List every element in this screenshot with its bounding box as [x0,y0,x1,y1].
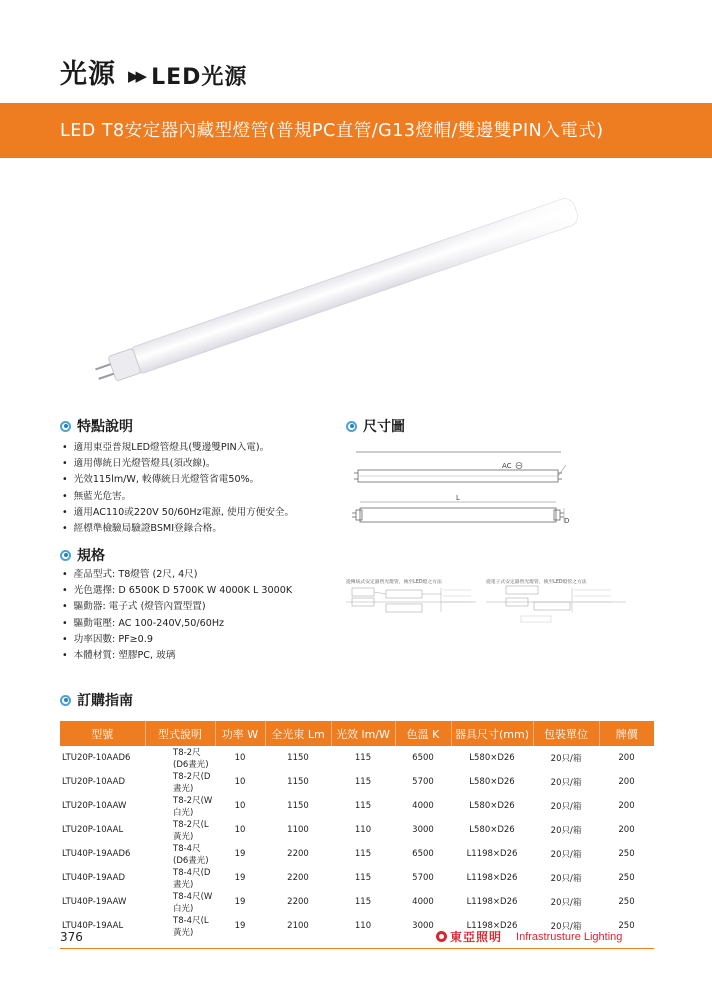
table-cell: T8-2尺(D6晝光) [173,748,209,770]
table-row [60,794,654,818]
table-row [60,770,654,794]
table-cell: 200 [618,825,635,835]
table-cell: 115 [354,897,372,907]
wiring-left-title: 從傳統式安定器替光燈管，換至LED燈之方法 [346,580,442,585]
table-cell: 2200 [287,897,309,907]
table-cell: T8-4尺(D晝光) [173,868,211,890]
features-list [62,440,294,537]
table-cell: LTU40P-19AAD [62,873,126,883]
table-cell: 10 [234,801,246,811]
spec-item: • 功率因數: PF≥0.9 [62,632,292,648]
features-heading [60,416,133,436]
table-cell: LTU40P-19AAL [62,921,124,931]
brand-name-cn: 東亞照明 [450,930,503,944]
specs-list [62,567,292,664]
dimensions-heading [346,416,405,436]
table-cell: L1198×D26 [466,921,518,931]
section-bullet-icon [60,421,71,432]
table-cell: L580×D26 [469,777,515,787]
column-header: 型號 [60,721,145,746]
table-cell: 19 [234,897,246,907]
table-cell: 20只/箱 [550,898,582,908]
table-cell: L580×D26 [469,801,515,811]
table-cell: 2200 [287,849,309,859]
order-heading [60,690,133,710]
table-cell: 115 [354,753,372,763]
table-cell: T8-2尺(D晝光) [173,772,211,794]
table-cell: T8-2尺(W白光) [173,796,213,818]
wiring-right-title: 從電子式安定器替光燈管，換至LED燈管之方法 [486,580,587,585]
table-cell: L1198×D26 [466,873,518,883]
column-header: 型式說明 [145,721,215,746]
table-cell: L1198×D26 [466,849,518,859]
table-cell: 1150 [287,801,309,811]
table-cell: L580×D26 [469,753,515,763]
table-cell: 5700 [412,873,434,883]
table-cell: T8-2尺(L黃光) [173,820,209,842]
section-bullet-icon [346,421,357,432]
table-cell: 20只/箱 [550,754,582,764]
spec-item: • 產品型式: T8燈管 (2尺, 4尺) [62,567,292,583]
table-cell: 250 [618,849,635,859]
column-header: 功率 W [215,721,265,746]
table-cell: 4000 [412,897,434,907]
table-cell: 19 [234,873,246,883]
table-row [60,818,654,842]
table-cell: T8-4尺(D6晝光) [173,844,209,866]
table-cell: T8-4尺(L黃光) [173,916,209,938]
table-cell: 115 [354,801,372,811]
order-table [60,721,654,938]
double-arrow-icon: ▶▶ [128,66,144,85]
table-cell: 2200 [287,873,309,883]
feature-item: • 適用傳統日光燈管燈具(須改線)。 [62,456,294,472]
table-cell: 115 [354,777,372,787]
category-title [60,52,247,91]
brand-mark-icon [436,931,447,942]
specs-heading-text: 規格 [77,548,105,564]
dimension-drawing [346,440,646,640]
table-cell: T8-4尺(W白光) [173,892,213,914]
table-cell: 10 [234,753,246,763]
spec-item: • 本體材質: 塑膠PC, 玻璃 [62,648,292,664]
table-cell: 3000 [412,825,434,835]
table-cell: 110 [354,921,372,931]
table-cell: LTU20P-10AAL [62,825,124,835]
table-cell: 115 [354,849,372,859]
features-heading-text: 特點說明 [77,419,133,435]
brand-name-en: Infrastrusture Lighting [516,930,623,943]
spec-item: • 驅動電壓: AC 100-240V,50/60Hz [62,616,292,632]
order-table-header [60,721,654,746]
category-label: 光源 [60,59,116,90]
table-cell: 10 [234,777,246,787]
feature-item: • 經標準檢驗局驗證BSMI登錄合格。 [62,521,294,537]
table-cell: 4000 [412,801,434,811]
table-row [60,866,654,890]
table-cell: LTU20P-10AAD6 [62,753,131,763]
feature-item: • 適用AC110或220V 50/60Hz電源, 使用方便安全。 [62,505,294,521]
dimensions-heading-text: 尺寸圖 [363,419,405,435]
table-cell: 250 [618,873,635,883]
table-cell: 250 [618,897,635,907]
table-cell: 19 [234,849,246,859]
table-cell: 20只/箱 [550,922,582,932]
column-header: 色溫 K [395,721,451,746]
table-cell: 6500 [412,753,434,763]
column-header: 全光束 Lm [265,721,331,746]
subcategory-label: LED光源 [151,65,248,90]
product-title: LED T8安定器內藏型燈管(普規PC直管/G13燈帽/雙邊雙PIN入電式) [60,121,604,141]
table-cell: 200 [618,801,635,811]
table-cell: 19 [234,921,246,931]
table-row [60,890,654,914]
column-header: 器具尺寸(mm) [451,721,533,746]
table-cell: 20只/箱 [550,802,582,812]
length-label: L [456,494,460,502]
table-cell: 200 [618,753,635,763]
table-cell: 20只/箱 [550,874,582,884]
table-cell: LTU20P-10AAD [62,777,126,787]
table-cell: 200 [618,777,635,787]
table-cell: 6500 [412,849,434,859]
table-cell: 1100 [287,825,309,835]
order-heading-text: 訂購指南 [77,693,133,709]
table-cell: L580×D26 [469,825,515,835]
footer-divider [60,948,654,949]
section-bullet-icon [60,695,71,706]
table-cell: L1198×D26 [466,897,518,907]
table-cell: 3000 [412,921,434,931]
table-cell: 5700 [412,777,434,787]
spec-item: • 驅動器: 電子式 (燈管內置型置) [62,599,292,615]
table-cell: 20只/箱 [550,826,582,836]
table-cell: 2100 [287,921,309,931]
column-header: 包裝單位 [533,721,599,746]
feature-item: • 適用東亞普規LED燈管燈具(雙邊雙PIN入電)。 [62,440,294,456]
specs-heading [60,545,105,565]
led-tube-image [70,195,590,395]
table-row [60,842,654,866]
table-cell: 20只/箱 [550,850,582,860]
feature-item: • 無藍光危害。 [62,489,294,505]
table-cell: LTU40P-19AAD6 [62,849,131,859]
section-bullet-icon [60,550,71,561]
table-row [60,746,654,770]
brand-logo [436,928,622,945]
page-number: 376 [60,930,83,944]
table-cell: 110 [354,825,372,835]
diameter-label: D [564,517,570,525]
table-cell: 250 [618,921,635,931]
table-cell: 115 [354,873,372,883]
table-cell: 10 [234,825,246,835]
ac-label: AC [502,462,512,470]
table-cell: 1150 [287,777,309,787]
feature-item: • 光效115lm/W, 較傳統日光燈管省電50%。 [62,472,294,488]
table-cell: 1150 [287,753,309,763]
table-cell: LTU40P-19AAW [62,897,127,907]
column-header: 光效 lm/W [331,721,395,746]
spec-item: • 光色選擇: D 6500K D 5700K W 4000K L 3000K [62,583,292,599]
column-header: 牌價 [599,721,654,746]
table-cell: LTU20P-10AAW [62,801,127,811]
table-cell: 20只/箱 [550,778,582,788]
